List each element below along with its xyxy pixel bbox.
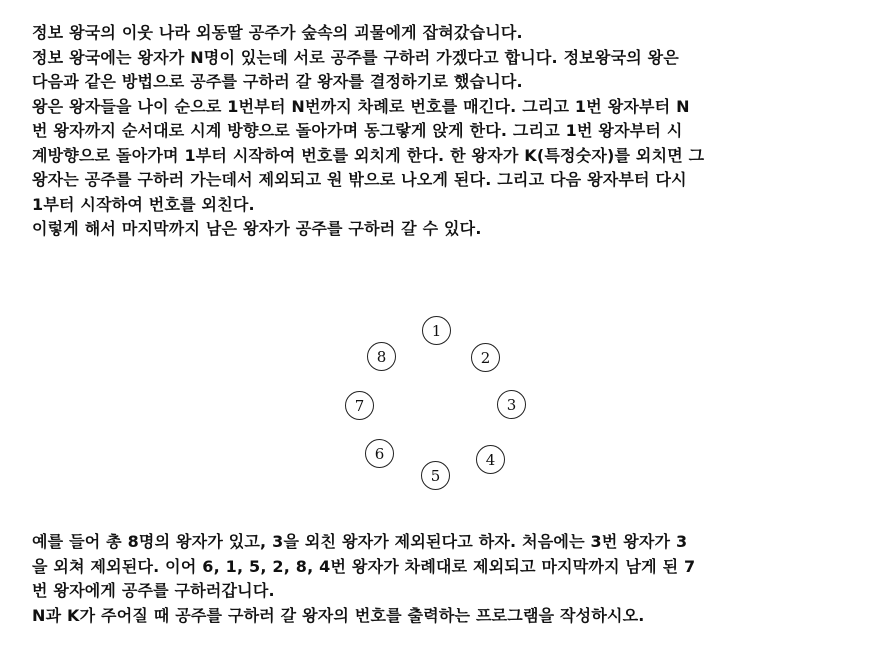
example-text <box>32 530 862 628</box>
intro-line: 계방향으로 돌아가며 1부터 시작하여 번호를 외치게 한다. 한 왕자가 K(특정숫자)를 외치면 그 <box>32 145 705 165</box>
intro-text <box>32 21 862 242</box>
prince-6-circle: 6 <box>365 439 394 468</box>
example-line: 번 왕자에게 공주를 구하러갑니다. <box>32 581 275 600</box>
prince-4-circle: 4 <box>476 445 505 474</box>
intro-line: 이렇게 해서 마지막까지 남은 왕자가 공주를 구하러 갈 수 있다. <box>32 219 482 238</box>
prince-3-circle: 3 <box>497 390 526 419</box>
prince-7-circle: 7 <box>345 391 374 420</box>
example-line: 예를 들어 총 8명의 왕자가 있고, 3을 외친 왕자가 제외된다고 하자. 처음에는 3번 왕자가 3 <box>32 532 688 551</box>
example-line: N과 K가 주어질 때 공주를 구하러 갈 왕자의 번호를 출력하는 프로그램을 작성하시오. <box>32 605 645 625</box>
prince-circle-diagram <box>340 312 540 497</box>
intro-line: 다음과 같은 방법으로 공주를 구하러 갈 왕자를 결정하기로 했습니다. <box>32 72 523 91</box>
prince-8-circle: 8 <box>367 342 396 371</box>
intro-line: 정보 왕국의 이웃 나라 외동딸 공주가 숲속의 괴물에게 잡혀갔습니다. <box>32 23 523 42</box>
intro-line: 정보 왕국에는 왕자가 N명이 있는데 서로 공주를 구하러 가겠다고 합니다. 정보왕국의 왕은 <box>32 47 679 67</box>
intro-line: 왕은 왕자들을 나이 순으로 1번부터 N번까지 차례로 번호를 매긴다. 그리고 1번 왕자부터 N <box>32 96 690 116</box>
prince-2-circle: 2 <box>471 343 500 372</box>
intro-line: 왕자는 공주를 구하러 가는데서 제외되고 원 밖으로 나오게 된다. 그리고 다음 왕자부터 다시 <box>32 170 687 189</box>
example-line: 을 외쳐 제외된다. 이어 6, 1, 5, 2, 8, 4번 왕자가 차례대로 제외되고 마지막까지 남게 된 7 <box>32 556 696 576</box>
intro-line: 번 왕자까지 순서대로 시계 방향으로 돌아가며 동그랗게 앉게 한다. 그리고 1번 왕자부터 시 <box>32 121 683 140</box>
prince-1-circle: 1 <box>422 316 451 345</box>
intro-line: 1부터 시작하여 번호를 외친다. <box>32 194 255 214</box>
prince-5-circle: 5 <box>421 461 450 490</box>
